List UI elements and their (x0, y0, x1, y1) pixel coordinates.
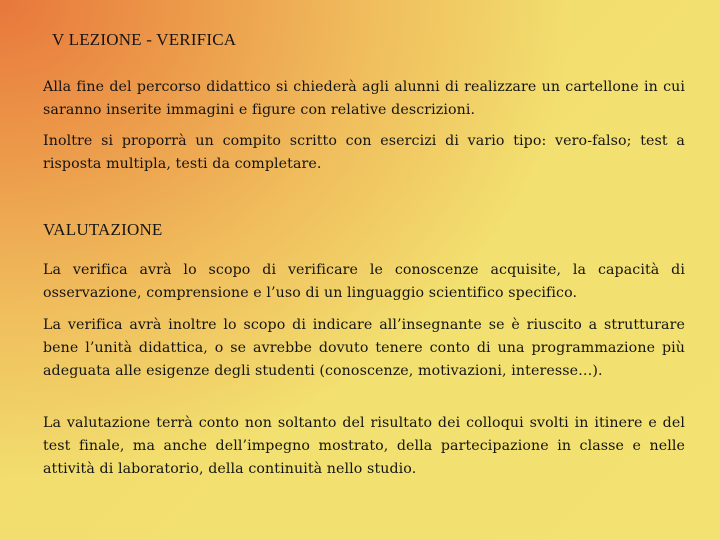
paragraph-compito-scritto: Inoltre si proporrà un compito scritto con esercizi di vario tipo: vero-falso; test a risposta multipla, testi da completare. (43, 133, 685, 172)
slide-title: V LEZIONE - VERIFICA (52, 30, 237, 49)
paragraph-criteri-valutazione: La valutazione terrà conto non soltanto del risultato dei colloqui svolti in itinere e del test finale, ma anche dell’impegno mostrato, della partecipazione in classe e nelle attività di laboratorio, della continuità nello studio. (43, 415, 685, 477)
paragraph-scopo-verifica: La verifica avrà lo scopo di verificare le conoscenze acquisite, la capacità di osservazione, comprensione e l’uso di un linguaggio scientifico specifico. (43, 262, 685, 301)
section-heading-valutazione: VALUTAZIONE (43, 220, 163, 239)
paragraph-cartellone: Alla fine del percorso didattico si chiederà agli alunni di realizzare un cartellone in cui saranno inserite immagini e figure con relative descrizioni. (43, 79, 685, 118)
paragraph-scopo-insegnante: La verifica avrà inoltre lo scopo di indicare all’insegnante se è riuscito a strutturare bene l’unità didattica, o se avrebbe dovuto tenere conto di una programmazione più adeguata alle esigenze degli studenti (conoscenze, motivazioni, interesse…). (43, 317, 685, 379)
